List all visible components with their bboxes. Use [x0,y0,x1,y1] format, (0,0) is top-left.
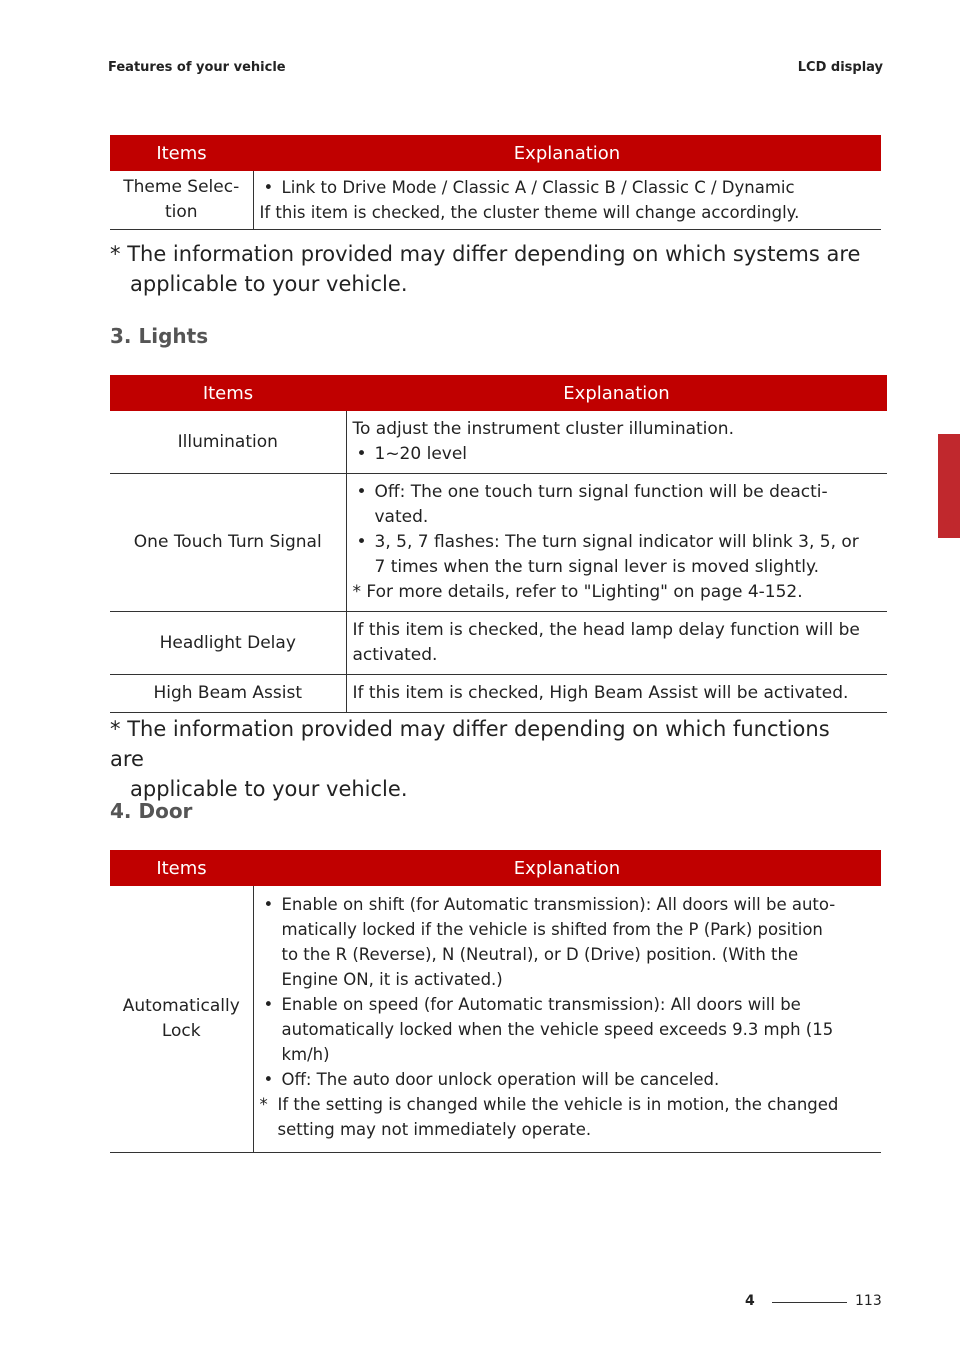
note-asterisk: * [259,1095,268,1114]
note-text [353,580,882,605]
column-header-explanation: Explanation [253,135,881,171]
table-row [110,411,887,474]
column-header-items: Items [110,135,253,171]
table-row [110,474,887,612]
table-header-row [110,135,881,171]
item-cell: One Touch Turn Signal [110,474,346,612]
lights-table [110,375,887,713]
table-row [110,612,887,675]
footnote [110,239,870,299]
footnote [110,714,870,804]
explanation-cell [253,886,881,1153]
theme-table [110,135,881,230]
note-asterisk: * [352,582,361,602]
section-title-lights: 3. Lights [110,324,209,348]
explanation-cell [346,411,887,474]
door-table [110,850,881,1153]
bullet-item: • Enable on speed (for Automatic transmission): All doors will be automatically locked when the vehicle speed exceeds 9.3 mph (15 km/h) [260,992,876,1067]
table-header-row [110,375,887,411]
footnote-text-cont: applicable to your vehicle. [130,272,408,296]
note-body: For more details, refer to "Lighting" on page 4-152. [366,582,803,602]
note-body: If the setting is changed while the vehicle is in motion, the changed setting may not immediately operate. [277,1095,839,1139]
explanation-cell [346,474,887,612]
item-cell: Illumination [110,411,346,474]
bullet-item: • Off: The auto door unlock operation will be canceled. [260,1067,876,1092]
note-text [260,1092,876,1142]
item-cell: Headlight Delay [110,612,346,675]
section-title-door: 4. Door [110,799,193,823]
chapter-tab-number: 4 [943,512,956,533]
explanation-cell: If this item is checked, the head lamp delay function will be activated. [346,612,887,675]
footnote-text: The information provided may differ depending on which systems are [127,242,861,266]
running-header-topic: LCD display [797,60,883,75]
bullet-item: • 1~20 level [353,442,882,467]
bullet-item: • Enable on shift (for Automatic transmission): All doors will be auto- matically locked if the vehicle is shifted from the P (Park) position to the R (Reverse), N (Neutral), or D (Drive) position. (With the Engine ON, it is activated.) [260,892,876,992]
item-cell: Theme Selec- tion [110,171,253,230]
bullet-item: • 3, 5, 7 flashes: The turn signal indicator will blink 3, 5, or 7 times when the turn signal lever is moved slightly. [353,530,882,580]
footer-page-number: 113 [855,1293,882,1309]
table-row [110,675,887,713]
column-header-items: Items [110,850,253,886]
running-header-section: Features of your vehicle [108,60,286,75]
footnote-asterisk: * [110,242,121,266]
bullet-item: • Link to Drive Mode / Classic A / Classic B / Classic C / Dynamic [260,175,876,200]
explanation-cell [253,171,881,230]
item-cell: High Beam Assist [110,675,346,713]
table-header-row [110,850,881,886]
column-header-explanation: Explanation [346,375,887,411]
explanation-text: To adjust the instrument cluster illumination. [352,419,734,439]
footnote-asterisk: * [110,717,121,741]
table-row [110,886,881,1153]
column-header-explanation: Explanation [253,850,881,886]
explanation-cell: If this item is checked, High Beam Assist will be activated. [346,675,887,713]
column-header-items: Items [110,375,346,411]
footnote-text: The information provided may differ depending on which functions are [110,717,830,771]
footer-chapter-number: 4 [745,1293,755,1309]
bullet-item: • Off: The one touch turn signal function will be deacti- vated. [353,480,882,530]
item-cell: Automatically Lock [110,886,253,1153]
footer-rule [772,1302,847,1303]
table-row [110,171,881,230]
footnote-text-cont: applicable to your vehicle. [130,777,408,801]
explanation-text: If this item is checked, the cluster theme will change accordingly. [259,203,800,222]
